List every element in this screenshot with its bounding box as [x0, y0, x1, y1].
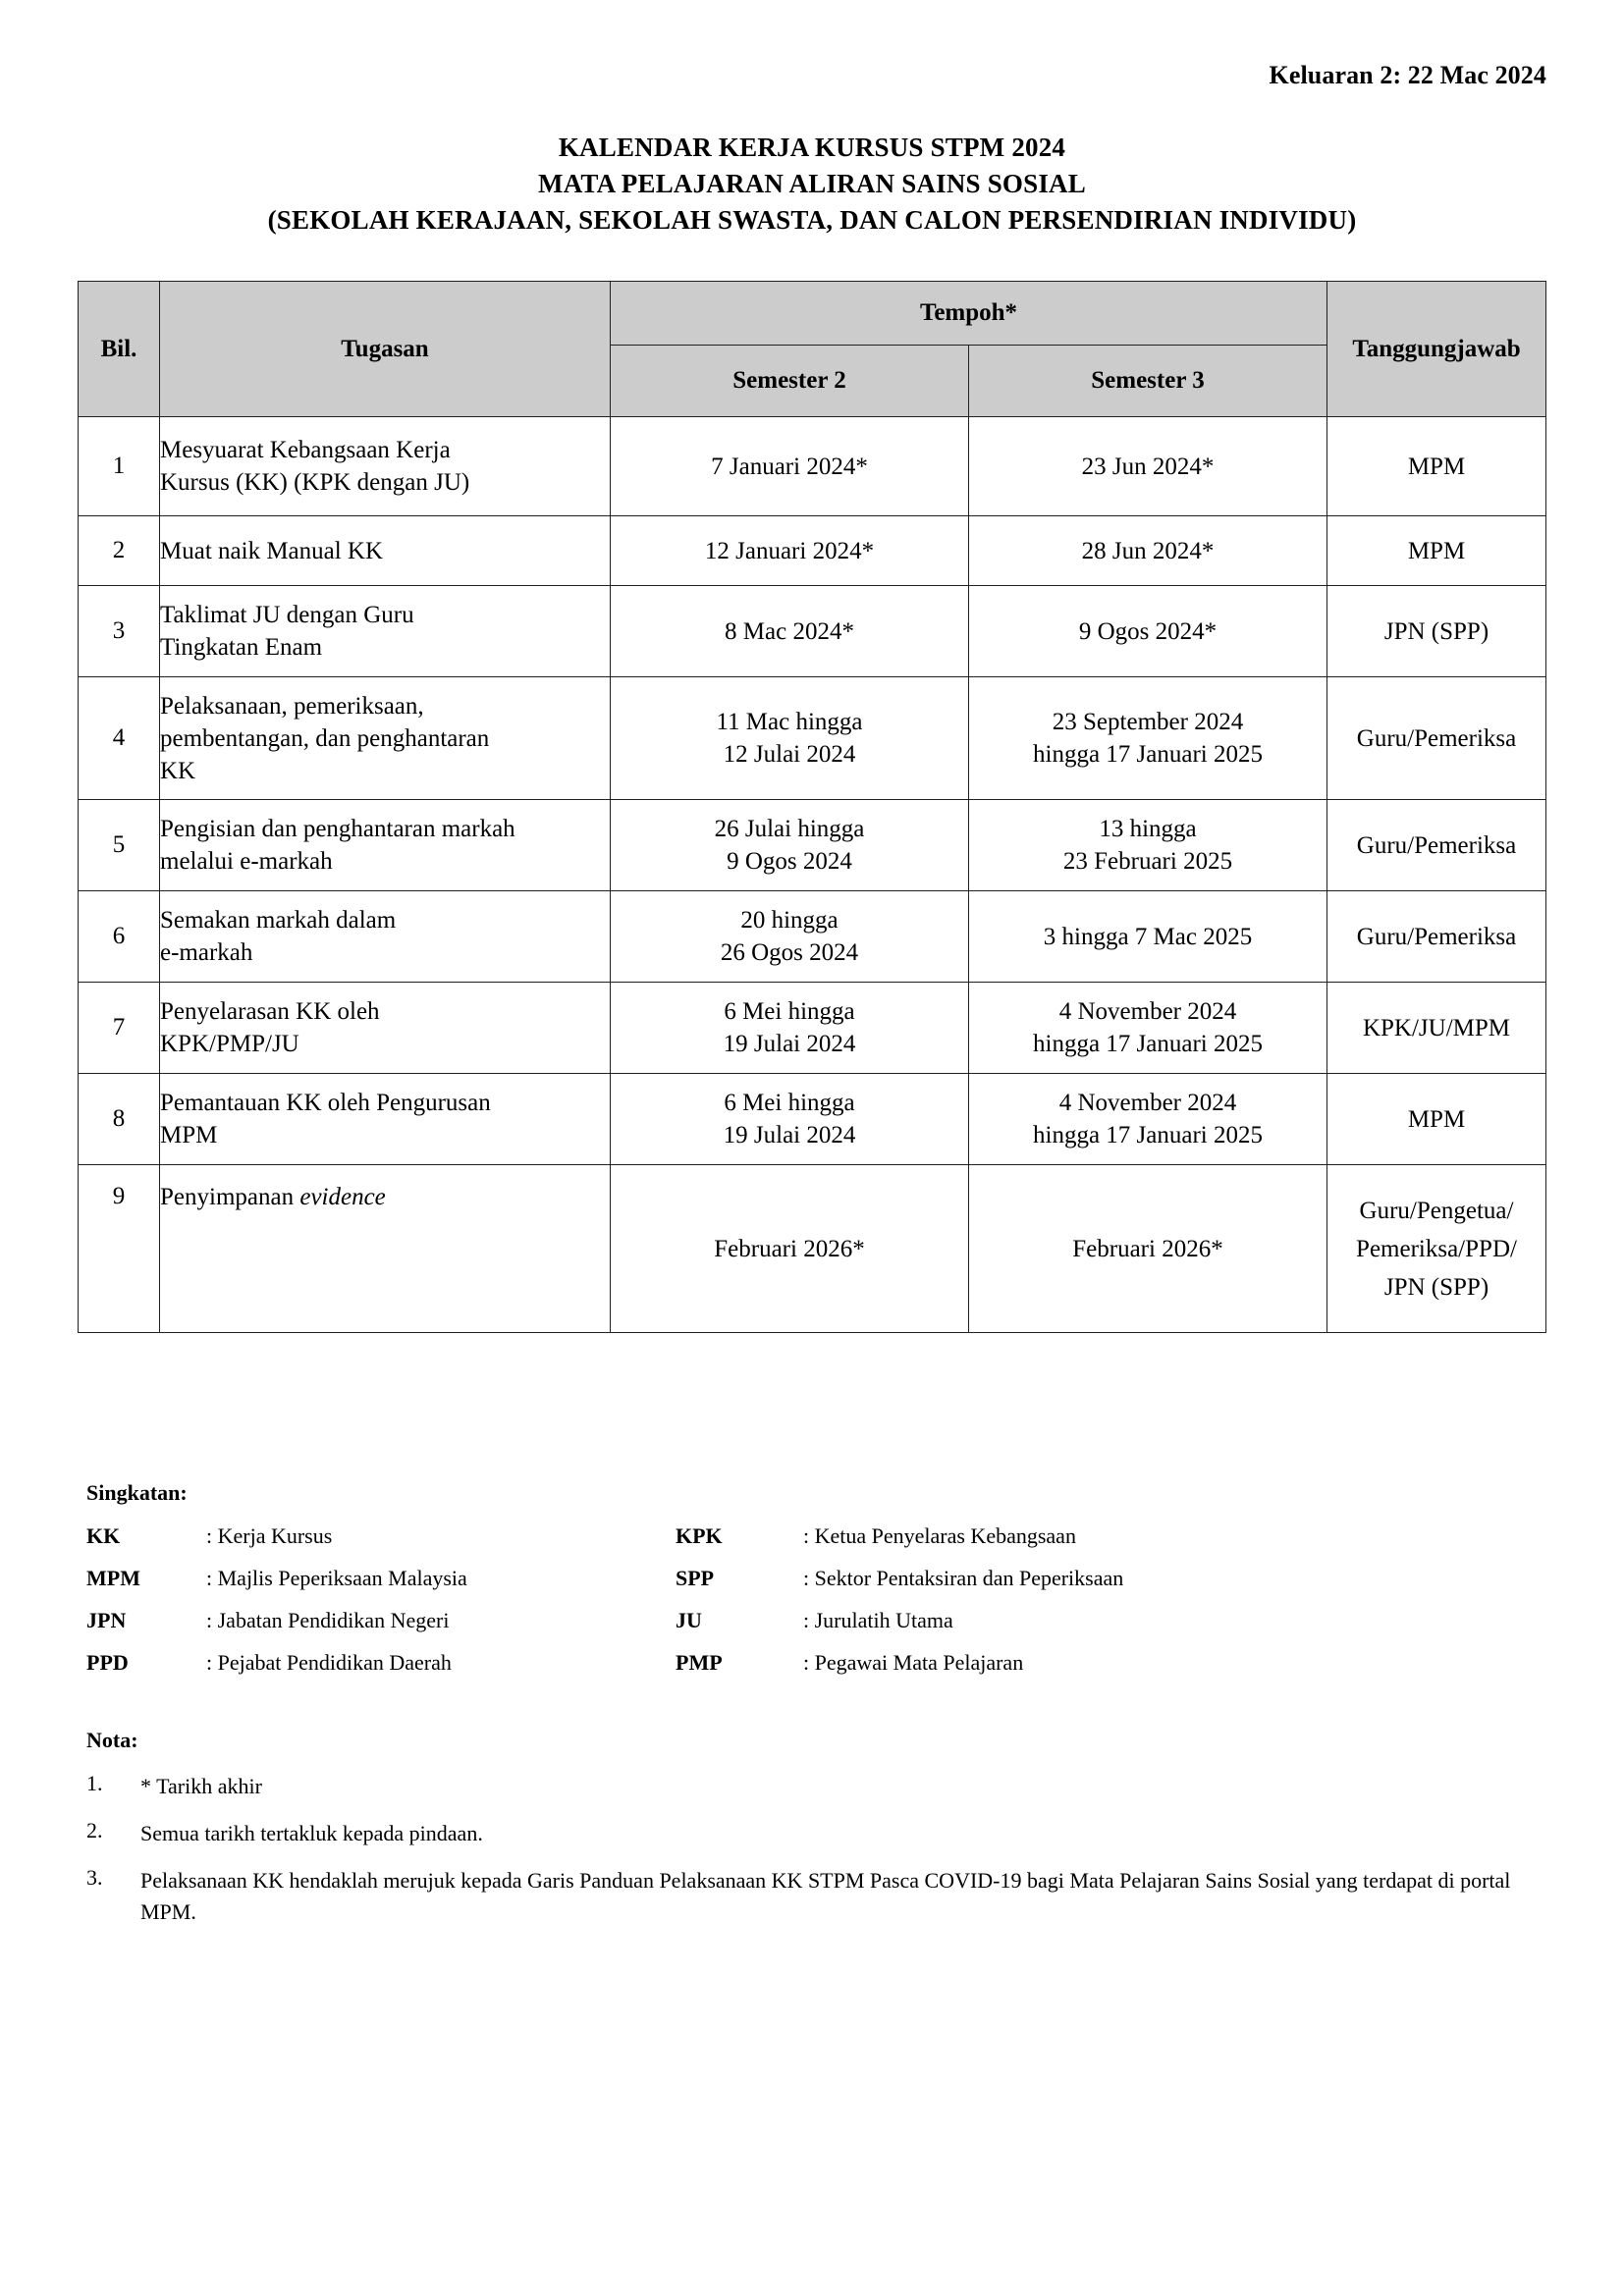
title-line-1: KALENDAR KERJA KURSUS STPM 2024: [558, 133, 1066, 162]
cell-semester-3-line: 28 Jun 2024*: [1081, 537, 1215, 564]
calendar-table-wrapper: [78, 281, 1546, 1333]
table-header-row-1: [79, 282, 1546, 346]
column-header-semester-3: Semester 3: [969, 346, 1327, 417]
cell-semester-3: [969, 1074, 1327, 1165]
issue-revision-line: Keluaran 2: 22 Mac 2024: [1269, 61, 1546, 89]
abbreviation-key-right: KPK: [676, 1523, 723, 1548]
cell-semester-3-line: hingga 17 Januari 2025: [1033, 1122, 1263, 1148]
page-title: [0, 130, 1624, 239]
cell-semester-2-line: Februari 2026*: [714, 1235, 865, 1262]
cell-semester-3: [969, 516, 1327, 586]
cell-tugasan-line: melalui e-markah: [160, 848, 333, 875]
note-number: 2.: [86, 1818, 103, 1842]
cell-tanggungjawab: [1327, 1165, 1546, 1333]
abbreviation-value: : Majlis Peperiksaan Malaysia: [206, 1566, 467, 1590]
cell-tugasan: [160, 1165, 611, 1333]
cell-bil: 1: [79, 417, 160, 516]
cell-semester-3-line: hingga 17 Januari 2025: [1033, 741, 1263, 768]
column-header-bil: Bil.: [79, 282, 160, 417]
cell-semester-3-line: 3 hingga 7 Mac 2025: [1043, 923, 1253, 950]
cell-tanggungjawab: Guru/Pemeriksa: [1327, 677, 1546, 800]
cell-semester-3: [969, 800, 1327, 891]
table-row: [79, 1165, 1546, 1333]
note-text: Semua tarikh tertakluk kepada pindaan.: [140, 1821, 483, 1845]
cell-semester-2: [611, 891, 969, 983]
cell-tanggungjawab: MPM: [1327, 516, 1546, 586]
cell-tugasan: [160, 891, 611, 983]
note-number: 3.: [86, 1865, 103, 1890]
cell-semester-2-line: 20 hingga: [740, 907, 839, 934]
cell-semester-2: [611, 1165, 969, 1333]
cell-semester-3: [969, 586, 1327, 677]
column-header-tugasan: Tugasan: [160, 282, 611, 417]
abbreviation-value: : Kerja Kursus: [206, 1523, 333, 1548]
cell-bil: 8: [79, 1074, 160, 1165]
cell-tugasan-line: KK: [160, 757, 196, 784]
cell-semester-3-line: hingga 17 Januari 2025: [1033, 1031, 1263, 1057]
column-header-tempoh: Tempoh*: [611, 282, 1327, 346]
cell-tanggungjawab: KPK/JU/MPM: [1327, 983, 1546, 1074]
cell-semester-3-line: 23 Februari 2025: [1062, 848, 1233, 875]
cell-tugasan: [160, 983, 611, 1074]
cell-semester-2: [611, 417, 969, 516]
abbreviations-section: [86, 1480, 1540, 1692]
cell-tugasan-line: Tingkatan Enam: [160, 634, 323, 661]
cell-semester-2-line: 12 Januari 2024*: [704, 537, 875, 564]
cell-tugasan-line: Pengisian dan penghantaran markah: [160, 816, 515, 842]
cell-semester-2-line: 11 Mac hingga: [716, 709, 863, 735]
cell-tugasan: [160, 677, 611, 800]
abbreviation-key: KK: [86, 1523, 121, 1548]
cell-semester-2: [611, 516, 969, 586]
cell-tugasan: [160, 516, 611, 586]
cell-semester-2: [611, 1074, 969, 1165]
table-row: [79, 586, 1546, 677]
cell-bil: 2: [79, 516, 160, 586]
calendar-table: [78, 281, 1546, 1333]
note-text: Pelaksanaan KK hendaklah merujuk kepada Garis Panduan Pelaksanaan KK STPM Pasca COVID-19 bagi Mata Pelajaran Sains Sosial yang terdapat di portal MPM.: [140, 1868, 1511, 1924]
column-header-tanggungjawab: Tanggungjawab: [1327, 282, 1546, 417]
title-line-3: (SEKOLAH KERAJAAN, SEKOLAH SWASTA, DAN CALON PERSENDIRIAN INDIVIDU): [267, 205, 1357, 235]
table-row: [79, 1074, 1546, 1165]
cell-tugasan-prefix: Penyimpanan: [160, 1184, 300, 1210]
cell-bil: 6: [79, 891, 160, 983]
cell-tugasan-line: Kursus (KK) (KPK dengan JU): [160, 469, 470, 496]
cell-tanggungjawab: JPN (SPP): [1327, 586, 1546, 677]
cell-semester-2-line: 7 Januari 2024*: [711, 453, 868, 480]
notes-heading: Nota:: [86, 1728, 138, 1752]
cell-tugasan-line: Taklimat JU dengan Guru: [160, 602, 414, 628]
cell-tugasan-line: MPM: [160, 1122, 218, 1148]
table-body: [79, 417, 1546, 1333]
cell-tugasan: [160, 417, 611, 516]
cell-semester-2-line: 6 Mei hingga: [724, 1090, 855, 1116]
abbreviation-value-right: : Jurulatih Utama: [803, 1608, 953, 1632]
cell-tugasan-line: e-markah: [160, 939, 253, 966]
cell-tugasan: [160, 1074, 611, 1165]
cell-semester-2-line: 26 Ogos 2024: [720, 939, 859, 966]
cell-tanggungjawab: Guru/Pemeriksa: [1327, 891, 1546, 983]
cell-semester-2: [611, 677, 969, 800]
note-number: 1.: [86, 1771, 103, 1795]
abbreviation-key: JPN: [86, 1608, 127, 1632]
cell-tanggungjawab-line: JPN (SPP): [1383, 1273, 1489, 1301]
abbreviation-key: MPM: [86, 1566, 140, 1590]
abbreviation-row: [86, 1608, 1540, 1633]
abbreviation-value: : Pejabat Pendidikan Daerah: [206, 1650, 452, 1675]
cell-tanggungjawab: Guru/Pemeriksa: [1327, 800, 1546, 891]
abbreviation-key-right: JU: [676, 1608, 702, 1632]
note-item: [86, 1771, 1540, 1802]
cell-tugasan-line: Penyelarasan KK oleh: [160, 998, 380, 1025]
cell-semester-3-line: 23 Jun 2024*: [1081, 453, 1215, 480]
cell-semester-3-line: 9 Ogos 2024*: [1078, 617, 1218, 645]
cell-tanggungjawab-line: Guru/Pengetua/: [1359, 1197, 1514, 1224]
cell-tugasan-line: Mesyuarat Kebangsaan Kerja: [160, 437, 451, 463]
cell-tanggungjawab: MPM: [1327, 417, 1546, 516]
table-header: [79, 282, 1546, 417]
cell-semester-2: [611, 800, 969, 891]
abbreviation-value: : Jabatan Pendidikan Negeri: [206, 1608, 450, 1632]
cell-semester-3-line: 23 September 2024: [1052, 709, 1244, 735]
note-item: [86, 1865, 1540, 1928]
cell-tanggungjawab-line: Pemeriksa/PPD/: [1356, 1235, 1517, 1262]
cell-tanggungjawab: MPM: [1327, 1074, 1546, 1165]
abbreviation-key-right: PMP: [676, 1650, 723, 1675]
table-row: [79, 891, 1546, 983]
cell-semester-2: [611, 983, 969, 1074]
abbreviations-heading: Singkatan:: [86, 1480, 188, 1505]
cell-semester-2-line: 8 Mac 2024*: [725, 617, 854, 645]
cell-semester-3: [969, 677, 1327, 800]
cell-semester-2-line: 9 Ogos 2024: [727, 848, 852, 875]
abbreviation-value-right: : Sektor Pentaksiran dan Peperiksaan: [803, 1566, 1124, 1590]
cell-semester-3: [969, 983, 1327, 1074]
cell-semester-3: [969, 891, 1327, 983]
cell-tugasan-italic-term: evidence: [299, 1184, 386, 1210]
note-text: * Tarikh akhir: [140, 1774, 262, 1798]
cell-semester-3-line: 4 November 2024: [1058, 1090, 1237, 1116]
cell-bil: 7: [79, 983, 160, 1074]
cell-bil: 3: [79, 586, 160, 677]
abbreviation-row: [86, 1566, 1540, 1591]
cell-bil: 4: [79, 677, 160, 800]
table-row: [79, 800, 1546, 891]
abbreviation-key: PPD: [86, 1650, 129, 1675]
cell-semester-2-line: 12 Julai 2024: [723, 741, 856, 768]
table-row: [79, 417, 1546, 516]
abbreviation-key-right: SPP: [676, 1566, 715, 1590]
cell-tugasan-line: pembentangan, dan penghantaran: [160, 724, 490, 752]
cell-tugasan-line: KPK/PMP/JU: [160, 1031, 299, 1057]
table-row: [79, 983, 1546, 1074]
abbreviation-value-right: : Pegawai Mata Pelajaran: [803, 1650, 1024, 1675]
cell-semester-3-line: 4 November 2024: [1058, 998, 1237, 1025]
cell-semester-3-line: Februari 2026*: [1072, 1235, 1223, 1262]
cell-semester-3: [969, 417, 1327, 516]
table-row: [79, 516, 1546, 586]
abbreviation-value-right: : Ketua Penyelaras Kebangsaan: [803, 1523, 1076, 1548]
cell-tugasan: [160, 586, 611, 677]
abbreviation-row: [86, 1523, 1540, 1549]
cell-bil: 9: [79, 1165, 160, 1333]
cell-tugasan-line: Pelaksanaan, pemeriksaan,: [160, 692, 424, 720]
cell-tugasan-line: Semakan markah dalam: [160, 907, 397, 934]
cell-semester-3: [969, 1165, 1327, 1333]
cell-tugasan-line: Pemantauan KK oleh Pengurusan: [160, 1090, 491, 1116]
abbreviation-row: [86, 1650, 1540, 1676]
cell-semester-2-line: 19 Julai 2024: [723, 1031, 856, 1057]
cell-tugasan: [160, 800, 611, 891]
notes-section: [86, 1728, 1540, 1944]
cell-semester-3-line: 13 hingga: [1099, 816, 1197, 842]
cell-bil: 5: [79, 800, 160, 891]
column-header-semester-2: Semester 2: [611, 346, 969, 417]
title-line-2: MATA PELAJARAN ALIRAN SAINS SOSIAL: [538, 169, 1086, 198]
cell-semester-2: [611, 586, 969, 677]
note-item: [86, 1818, 1540, 1849]
cell-semester-2-line: 6 Mei hingga: [724, 998, 855, 1025]
table-row: [79, 677, 1546, 800]
cell-semester-2-line: 19 Julai 2024: [723, 1122, 856, 1148]
cell-tugasan-line: Muat naik Manual KK: [160, 537, 384, 564]
cell-semester-2-line: 26 Julai hingga: [714, 816, 865, 842]
